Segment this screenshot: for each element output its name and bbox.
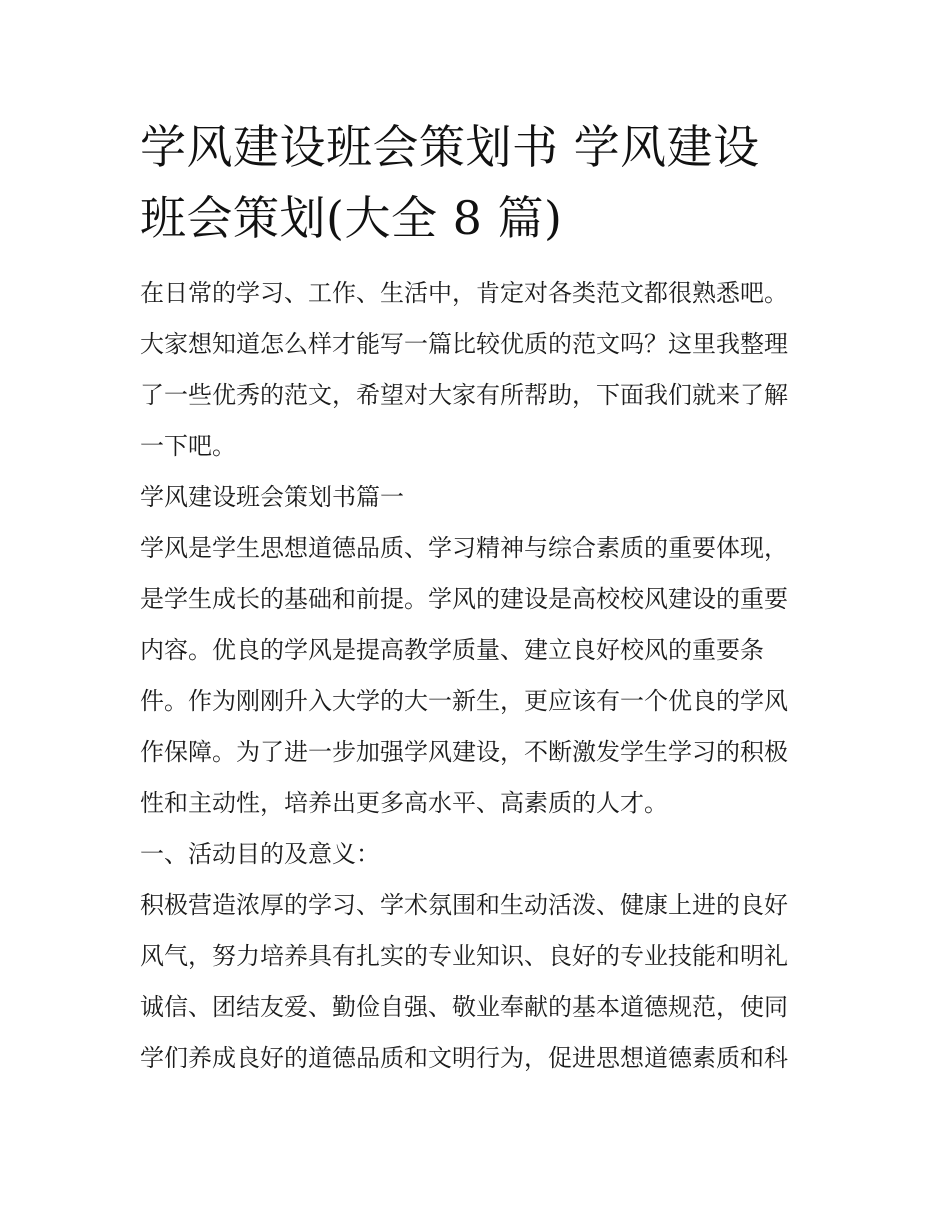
text-line: 性和主动性，培养出更多高水平、高素质的人才。 xyxy=(140,789,668,817)
text-line: 了一些优秀的范文，希望对大家有所帮助，下面我们就来了解 xyxy=(140,381,788,409)
title-line: 学风建设班会策划书 学风建设 xyxy=(140,120,760,174)
text-line: 作保障。为了进一步加强学风建设，不断激发学生学习的积极 xyxy=(140,738,788,766)
text-line: 一下吧。 xyxy=(140,432,236,460)
document-content xyxy=(140,112,812,1084)
section-heading: 学风建设班会策划书篇一 xyxy=(140,483,404,511)
text-line: 件。作为刚刚升入大学的大一新生，更应该有一个优良的学风 xyxy=(140,687,788,715)
text-line: 大家想知道怎么样才能写一篇比较优质的范文吗？这里我整理 xyxy=(140,330,788,358)
text-line: 是学生成长的基础和前提。学风的建设是高校校风建设的重要 xyxy=(140,585,788,613)
text-line: 积极营造浓厚的学习、学术氛围和生动活泼、健康上进的良好 xyxy=(140,891,788,919)
text-line: 学风是学生思想道德品质、学习精神与综合素质的重要体现， xyxy=(140,534,788,562)
subsection-heading: 一、活动目的及意义： xyxy=(140,840,380,868)
text-line: 风气，努力培养具有扎实的专业知识、良好的专业技能和明礼 xyxy=(140,942,788,970)
text-line: 学们养成良好的道德品质和文明行为，促进思想道德素质和科 xyxy=(140,1044,788,1072)
text-line: 内容。优良的学风是提高教学质量、建立良好校风的重要条 xyxy=(140,636,764,664)
document-body xyxy=(140,268,812,1084)
text-line: 诚信、团结友爱、勤俭自强、敬业奉献的基本道德规范，使同 xyxy=(140,993,788,1021)
text-line: 在日常的学习、工作、生活中，肯定对各类范文都很熟悉吧。 xyxy=(140,279,788,307)
title-line: 班会策划(大全 8 篇) xyxy=(140,191,563,245)
document-title xyxy=(140,112,812,254)
